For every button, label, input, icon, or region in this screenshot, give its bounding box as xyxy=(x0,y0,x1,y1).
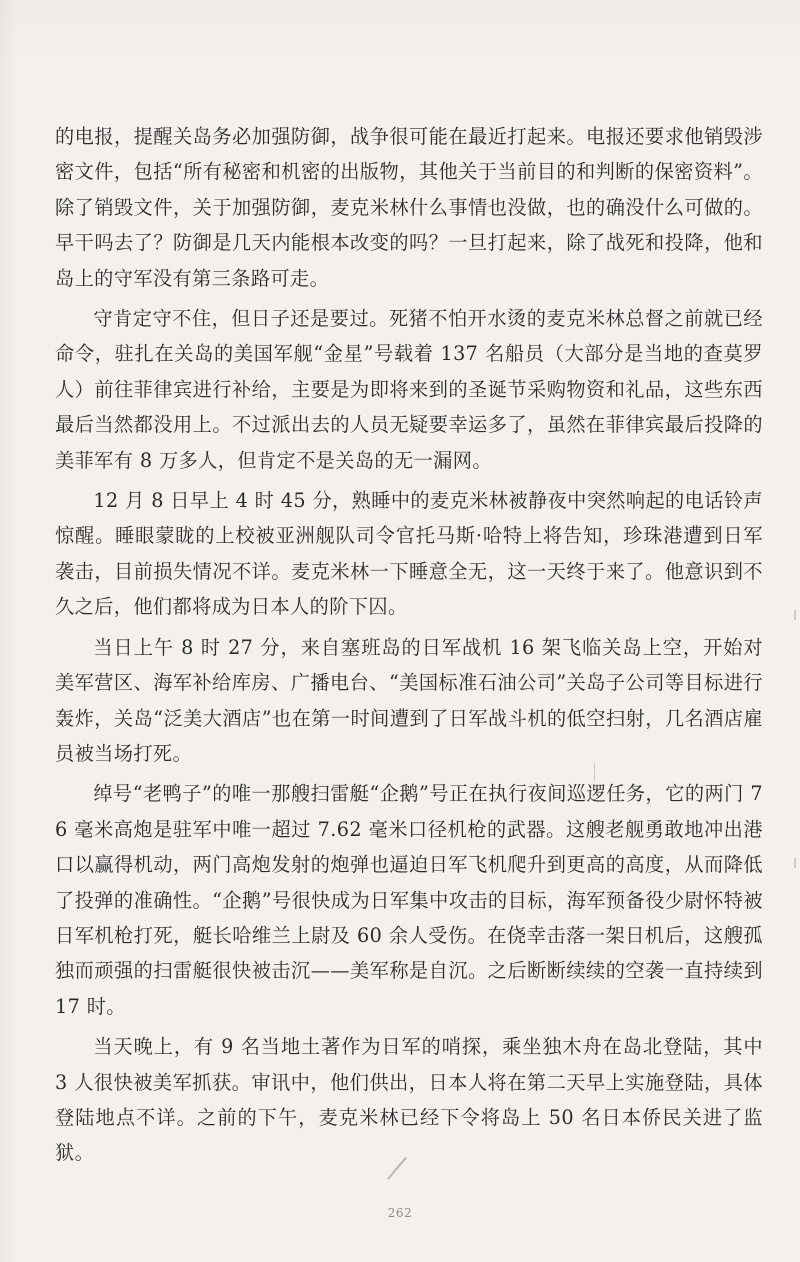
paragraph-4: 当日上午 8 时 27 分，来自塞班岛的日军战机 16 架飞临关岛上空，开始对美军营区、海军补给库房、广播电台、“美国标准石油公司”关岛子公司等目标进行轰炸，关岛“泛美大酒店”也在第一时间遭到了日军战斗机的低空扫射，几名酒店雇员被当场打死。 xyxy=(55,635,763,765)
page-number: 262 xyxy=(387,1206,413,1220)
paper-speck xyxy=(594,763,595,781)
body-text xyxy=(55,119,763,1176)
paragraph-2: 守肯定守不住，但日子还是要过。死猪不怕开水烫的麦克米林总督之前就已经命令，驻扎在关岛的美国军舰“金星”号载着 137 名船员（大部分是当地的查莫罗人）前往菲律宾进行补给，主要是为即将来到的圣诞节采购物资和礼品，这些东西最后当然都没用上。不过派出去的人员无疑要幸运多了，虽然在菲律宾最后投降的美菲军有 8 万多人，但肯定不是关岛的无一漏网。 xyxy=(55,307,763,472)
paragraph-6: 当天晚上，有 9 名当地土著作为日军的哨探，乘坐独木舟在岛北登陆，其中 3 人很快被美军抓获。审讯中，他们供出，日本人将在第二天早上实施登陆，具体登陆地点不详。之前的下午，麦克米林已经下令将岛上 50 名日本侨民关进了监狱。 xyxy=(55,1035,763,1165)
paragraph-3: 12 月 8 日早上 4 时 45 分，熟睡中的麦克米林被静夜中突然响起的电话铃声惊醒。睡眼蒙眬的上校被亚洲舰队司令官托马斯·哈特上将告知，珍珠港遭到日军袭击，目前损失情况不详。麦克米林一下睡意全无，这一天终于来了。他意识到不久之后，他们都将成为日本人的阶下囚。 xyxy=(55,489,763,619)
paper-speck xyxy=(794,610,796,620)
paragraph-1: 的电报，提醒关岛务必加强防御，战争很可能在最近打起来。电报还要求他销毁涉密文件，包括“所有秘密和机密的出版物，其他关于当前目的和判断的保密资料”。除了销毁文件，关于加强防御，麦克米林什么事情也没做，也的确没什么可做的。早干吗去了？防御是几天内能根本改变的吗？一旦打起来，除了战死和投降，他和岛上的守军没有第三条路可走。 xyxy=(55,125,763,290)
paragraph-5: 绰号“老鸭子”的唯一那艘扫雷艇“企鹅”号正在执行夜间巡逻任务，它的两门 76 毫米高炮是驻军中唯一超过 7.62 毫米口径机枪的武器。这艘老舰勇敢地冲出港口以赢得机动，两门高炮发射的炮弹也逼迫日军飞机爬升到更高的高度，从而降低了投弹的准确性。“企鹅”号很快成为日军集中攻击的目标，海军预备役少尉怀特被日军机枪打死，艇长哈维兰上尉及 60 余人受伤。在侥幸击落一架日机后，这艘孤独而顽强的扫雷艇很快被击沉——美军称是自沉。之后断断续续的空袭一直持续到 17 时。 xyxy=(55,782,763,1018)
paper-speck xyxy=(794,858,796,868)
